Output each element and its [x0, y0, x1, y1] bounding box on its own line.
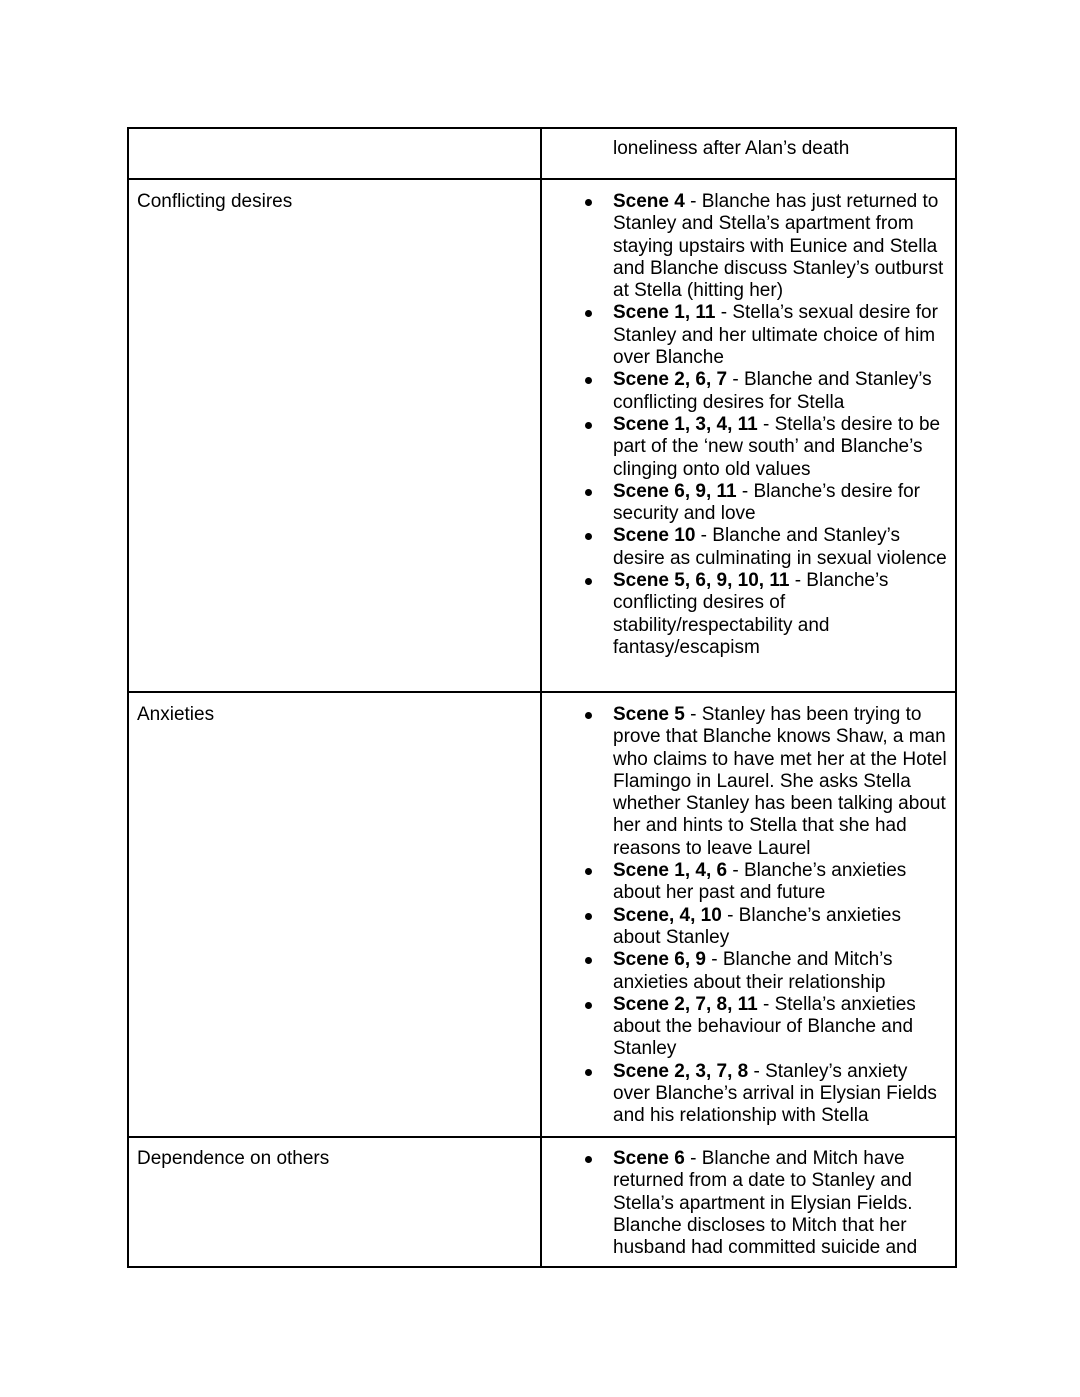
- scene-description: - Blanche and Stanley’s desire as culminating in sexual violence: [613, 525, 947, 569]
- bullet-icon: [585, 1156, 592, 1163]
- scene-list: [542, 1148, 949, 1259]
- theme-label-cell: [128, 1137, 541, 1267]
- list-item: [542, 860, 949, 905]
- bullet-icon: [585, 1069, 592, 1076]
- scene-reference: Scene 5: [613, 704, 685, 725]
- scene-description: - Blanche’s conflicting desires of stability/respectability and fantasy/escapism: [613, 570, 889, 658]
- list-item: [542, 905, 949, 950]
- scene-reference: Scene 10: [613, 525, 696, 547]
- bullet-icon: [585, 199, 592, 206]
- list-item: [542, 302, 949, 369]
- theme-label: Dependence on others: [137, 1148, 330, 1169]
- scene-description: - Blanche’s anxieties about Stanley: [613, 904, 901, 948]
- scene-reference: Scene 1, 11: [613, 302, 716, 324]
- list-item: [542, 1061, 949, 1128]
- bullet-icon: [585, 712, 592, 719]
- scene-description: - Stella’s anxieties about the behaviour of Blanche and Stanley: [613, 993, 916, 1060]
- list-item: [542, 369, 949, 414]
- scene-description: - Blanche has just returned to Stanley and Stella’s apartment from staying upstairs with Eunice and Stella and Blanche discuss Stanley’s outburst at Stella (hitting her): [613, 191, 944, 302]
- scene-description: - Blanche’s desire for security and love: [613, 480, 920, 525]
- scene-list: [542, 704, 949, 1128]
- bullet-icon: [585, 957, 592, 964]
- scene-description: - Stanley’s anxiety over Blanche’s arrival in Elysian Fields and his relationship with Stella: [613, 1060, 937, 1127]
- bullet-icon: [585, 578, 592, 585]
- list-item: [542, 994, 949, 1061]
- bullet-icon: [585, 868, 592, 875]
- scene-list: [542, 191, 949, 659]
- bullet-icon: [585, 913, 592, 920]
- bullet-icon: [585, 422, 592, 429]
- bullet-icon: [585, 377, 592, 384]
- scene-reference: Scene 5, 6, 9, 10, 11: [613, 570, 790, 592]
- theme-evidence-cell: [541, 692, 956, 1137]
- theme-evidence-cell: [541, 128, 956, 179]
- scene-reference: Scene 1, 3, 4, 11: [613, 413, 758, 435]
- scene-reference: Scene 1, 4, 6: [613, 860, 728, 882]
- table-row: [128, 128, 956, 179]
- bullet-icon: [585, 310, 592, 317]
- continued-text: loneliness after Alan’s death: [613, 138, 850, 159]
- scene-description: - Blanche and Stanley’s conflicting desires for Stella: [613, 369, 932, 413]
- scene-reference: Scene 6, 9, 11: [613, 480, 737, 502]
- scene-description: - Blanche and Mitch have returned from a date to Stanley and Stella’s apartment in Elysian Fields. Blanche discloses to Mitch that her husband had committed suicide and: [613, 1148, 918, 1259]
- list-item: [542, 481, 949, 526]
- scene-reference: Scene 4: [613, 191, 685, 212]
- scene-reference: Scene 2, 7, 8, 11: [613, 993, 758, 1015]
- list-item: [542, 525, 949, 570]
- bullet-icon: [585, 1002, 592, 1009]
- list-item: [542, 414, 949, 481]
- list-item: [542, 191, 949, 302]
- theme-label-cell: [128, 179, 541, 692]
- scene-reference: Scene 6, 9: [613, 949, 706, 971]
- theme-label: Anxieties: [137, 704, 215, 725]
- table-row: [128, 1137, 956, 1267]
- scene-description: - Blanche’s anxieties about her past and future: [613, 860, 907, 904]
- list-item: [542, 570, 949, 659]
- theme-label: Conflicting desires: [137, 191, 293, 212]
- scene-description: - Stella’s desire to be part of the ‘new south’ and Blanche’s clinging onto old values: [613, 413, 941, 480]
- theme-label-cell: [128, 692, 541, 1137]
- list-item: [542, 704, 949, 860]
- scene-description: - Stella’s sexual desire for Stanley and her ultimate choice of him over Blanche: [613, 302, 938, 369]
- theme-evidence-cell: [541, 1137, 956, 1267]
- scene-description: - Blanche and Mitch’s anxieties about their relationship: [613, 949, 893, 993]
- scene-reference: Scene 2, 3, 7, 8: [613, 1060, 749, 1082]
- table-row: [128, 692, 956, 1137]
- scene-reference: Scene, 4, 10: [613, 904, 722, 926]
- scene-description: - Stanley has been trying to prove that Blanche knows Shaw, a man who claims to have met her at the Hotel Flamingo in Laurel. She asks Stella whether Stanley has been talking about her and hints to Stella that she had reasons to leave Laurel: [613, 704, 947, 859]
- bullet-icon: [585, 489, 592, 496]
- scene-reference: Scene 6: [613, 1148, 685, 1169]
- list-item: [542, 1148, 949, 1259]
- themes-table: [127, 127, 957, 1268]
- scene-reference: Scene 2, 6, 7: [613, 369, 728, 391]
- list-item: [542, 949, 949, 994]
- theme-label-cell: [128, 128, 541, 179]
- theme-evidence-cell: [541, 179, 956, 692]
- table-row: [128, 179, 956, 692]
- bullet-icon: [585, 533, 592, 540]
